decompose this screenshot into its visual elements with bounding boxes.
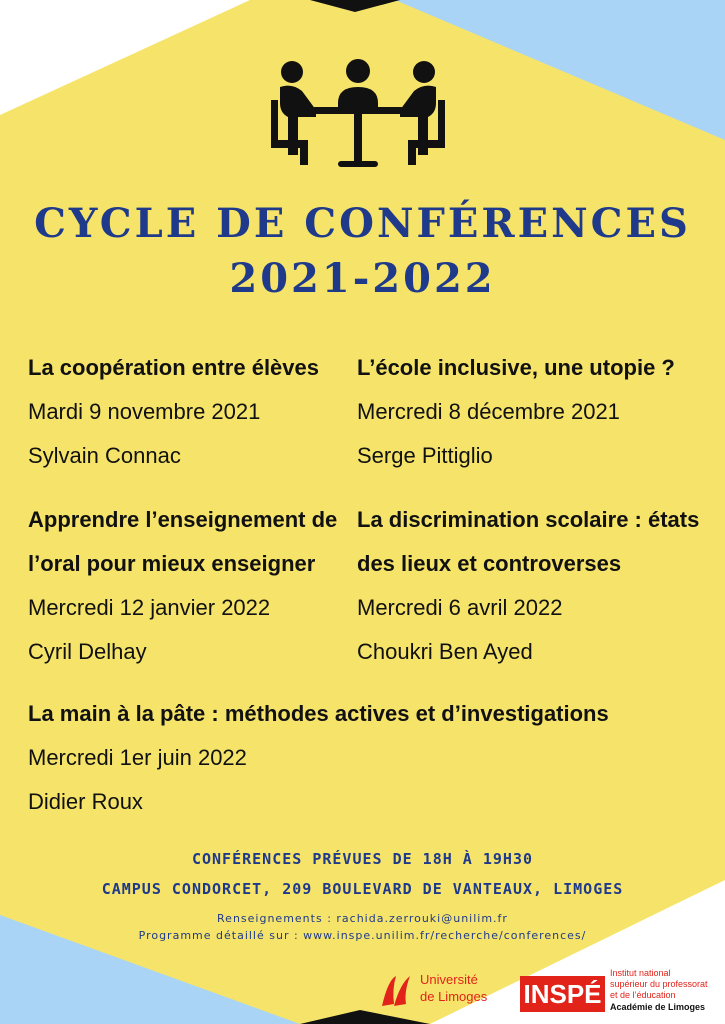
inspe-text-line: supérieur du professorat (610, 979, 708, 989)
conference-date: Mardi 9 novembre 2021 (28, 399, 261, 424)
conference-title: l’oral pour mieux enseigner (28, 551, 316, 576)
inspe-text-line: et de l’éducation (610, 990, 676, 1000)
top-left-white-corner (0, 0, 250, 115)
inspe-text-line: Institut national (610, 968, 671, 978)
top-right-dark-edge (310, 0, 400, 12)
conference-item (357, 498, 717, 674)
conference-item (357, 346, 707, 478)
hours-info: CONFÉRENCES PRÉVUES DE 18H À 19H30 (191, 850, 534, 868)
universite-name: Université (420, 972, 478, 987)
address-info: CAMPUS CONDORCET, 209 BOULEVARD DE VANTEAUX, LIMOGES (101, 880, 624, 898)
conference-item (28, 346, 348, 478)
conference-title: La discrimination scolaire : états (357, 507, 700, 532)
conference-speaker: Cyril Delhay (28, 639, 147, 664)
conference-title: Apprendre l’enseignement de (28, 507, 338, 532)
conference-item (28, 692, 698, 824)
conference-date: Mercredi 8 décembre 2021 (357, 399, 620, 424)
conference-item (28, 498, 348, 674)
program-link: Programme détaillé sur : www.inspe.unilim.fr/recherche/conferences/ (138, 929, 587, 942)
conference-date: Mercredi 12 janvier 2022 (28, 595, 271, 620)
conference-date: Mercredi 1er juin 2022 (28, 745, 247, 770)
conference-title: des lieux et controverses (357, 551, 622, 576)
conference-title: L’école inclusive, une utopie ? (357, 355, 675, 380)
universite-mark-icon (378, 970, 418, 1010)
universite-city: de Limoges (420, 989, 488, 1004)
conference-speaker: Sylvain Connac (28, 443, 181, 468)
meeting-icon (268, 55, 448, 175)
inspe-text-line: Académie de Limoges (610, 1002, 706, 1012)
page-subtitle-years: 2021-2022 (229, 255, 496, 302)
inspe-logo (520, 966, 720, 1018)
conference-date: Mercredi 6 avril 2022 (357, 595, 563, 620)
conference-title: La main à la pâte : méthodes actives et d’investigations (28, 701, 609, 726)
conference-speaker: Choukri Ben Ayed (357, 639, 533, 664)
universite-limoges-logo (378, 968, 508, 1013)
conference-title: La coopération entre élèves (28, 355, 319, 380)
page-title: CYCLE DE CONFÉRENCES (34, 200, 691, 247)
contact-email: Renseignements : rachida.zerrouki@unilim.fr (217, 912, 508, 925)
inspe-mark: INSPÉ (520, 976, 605, 1012)
conference-speaker: Didier Roux (28, 789, 143, 814)
conference-speaker: Serge Pittiglio (357, 443, 493, 468)
